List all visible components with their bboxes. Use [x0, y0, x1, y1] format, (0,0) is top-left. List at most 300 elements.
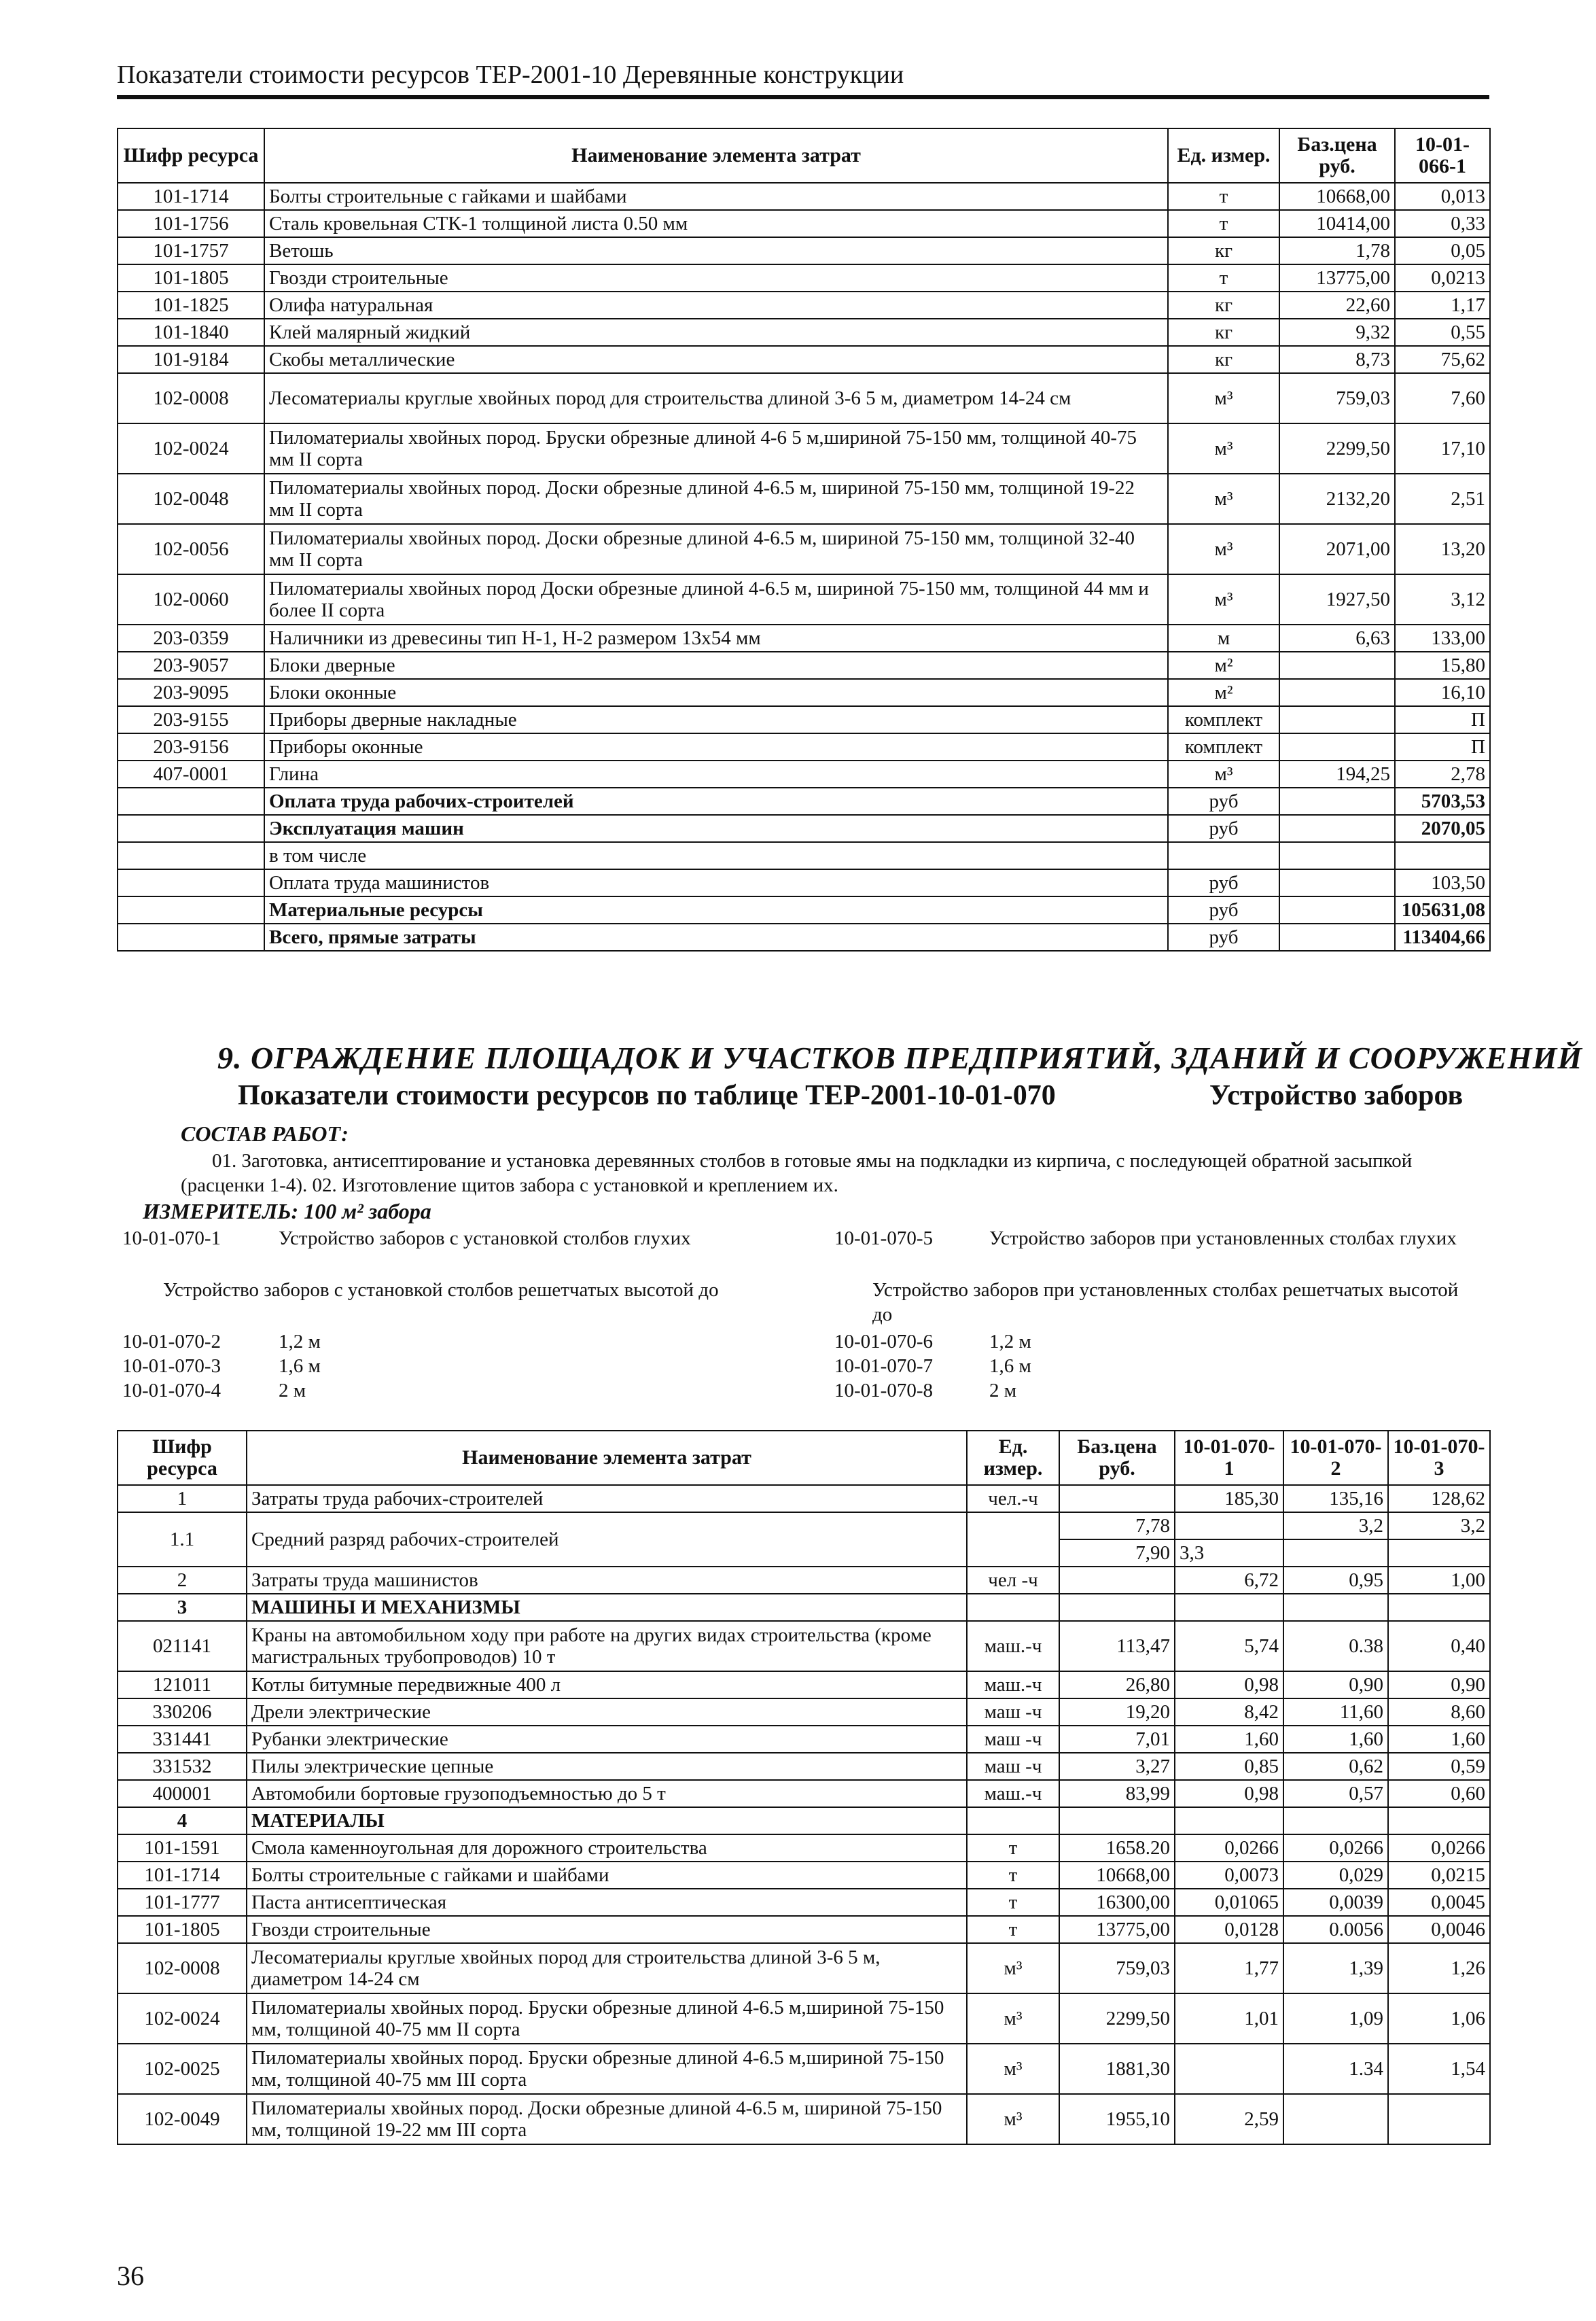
cell-value: 3,2	[1388, 1512, 1490, 1539]
cell-code	[118, 896, 264, 924]
cell-price: 13775,00	[1059, 1916, 1175, 1943]
table-row	[118, 237, 1490, 264]
cell-value: 1,77	[1175, 1943, 1283, 1993]
cell-value: П	[1395, 733, 1490, 761]
cell-code: 331532	[118, 1753, 247, 1780]
cell-price: 2132,20	[1279, 474, 1395, 524]
cell-code: 331441	[118, 1726, 247, 1753]
cell-price: 7,90	[1059, 1539, 1175, 1567]
left-text-1: Устройство заборов с установкой столбов глухих	[279, 1227, 691, 1249]
cell-name: Оплата труда рабочих-строителей	[264, 788, 1168, 815]
cell-value: 0,0266	[1175, 1834, 1283, 1862]
cell-price: 10668,00	[1059, 1862, 1175, 1889]
cell-value: 0,85	[1175, 1753, 1283, 1780]
cell-code: 021141	[118, 1621, 247, 1671]
cell-price: 1955,10	[1059, 2094, 1175, 2144]
cell-value: 0,029	[1283, 1862, 1388, 1889]
cell-value: 133,00	[1395, 625, 1490, 652]
cell-name: Затраты труда машинистов	[247, 1567, 967, 1594]
cell-name: Средний разряд рабочих-строителей	[247, 1512, 967, 1567]
cell-value: 0,33	[1395, 210, 1490, 237]
cell-unit: м	[1168, 625, 1279, 652]
table-row	[118, 2044, 1490, 2094]
cell-unit: маш.-ч	[967, 1621, 1059, 1671]
cell-value: 0,60	[1388, 1780, 1490, 1807]
cell-code: 102-0049	[118, 2094, 247, 2144]
cell-name: Пиломатериалы хвойных пород. Доски обрезные длиной 4-6.5 м, шириной 75-150 мм, толщиной 32-40 мм II сорта	[264, 524, 1168, 574]
table-row	[118, 2094, 1490, 2144]
cell-price: 759,03	[1279, 373, 1395, 423]
left-code-1: 10-01-070-1	[122, 1227, 221, 1249]
right-text-1: Устройство заборов при установленных столбах глухих	[989, 1227, 1457, 1249]
table-row	[118, 761, 1490, 788]
cell-value: 0,98	[1175, 1780, 1283, 1807]
cell-unit: чел -ч	[967, 1567, 1059, 1594]
cell-price: 194,25	[1279, 761, 1395, 788]
left-item-val: 1,6 м	[279, 1355, 321, 1377]
cell-empty	[1059, 1594, 1175, 1621]
cell-value: 0,95	[1283, 1567, 1388, 1594]
right-item-code: 10-01-070-6	[834, 1331, 933, 1353]
cell-name: Эксплуатация машин	[264, 815, 1168, 842]
cell-name: в том числе	[264, 842, 1168, 869]
cell-unit: комплект	[1168, 733, 1279, 761]
table-row	[118, 652, 1490, 679]
cell-value: 0,01065	[1175, 1889, 1283, 1916]
table-row	[118, 319, 1490, 346]
cell-value	[1283, 2094, 1388, 2144]
cell-name: Котлы битумные передвижные 400 л	[247, 1671, 967, 1698]
cell-price	[1279, 896, 1395, 924]
cell-value: 103,50	[1395, 869, 1490, 896]
table-row	[118, 574, 1490, 625]
table-row	[118, 474, 1490, 524]
resources-table-070	[117, 1430, 1491, 2145]
table-row	[118, 1916, 1490, 1943]
cell-value: 128,62	[1388, 1485, 1490, 1512]
cell-name: Лесоматериалы круглые хвойных пород для строительства длиной 3-6 5 м, диаметром 14-24 см	[264, 373, 1168, 423]
cell-value: 185,30	[1175, 1485, 1283, 1512]
right-item-code: 10-01-070-8	[834, 1380, 933, 1401]
cell-unit: м³	[1168, 524, 1279, 574]
cell-name: Оплата труда машинистов	[264, 869, 1168, 896]
right-group-text: Устройство заборов при установленных столбах решетчатых высотой до	[872, 1279, 1459, 1325]
cell-price	[1279, 815, 1395, 842]
cell-price: 2299,50	[1279, 423, 1395, 474]
cell-code: 102-0025	[118, 2044, 247, 2094]
cell-code: 102-0060	[118, 574, 264, 625]
cell-code	[118, 869, 264, 896]
cell-code: 101-1756	[118, 210, 264, 237]
cell-price: 759,03	[1059, 1943, 1175, 1993]
cell-value	[1388, 1539, 1490, 1567]
cell-value: 2,51	[1395, 474, 1490, 524]
section-subtitle-right: Устройство заборов	[1209, 1080, 1464, 1111]
cell-price	[1279, 842, 1395, 869]
cell-unit: м³	[1168, 373, 1279, 423]
cell-value: 0,40	[1388, 1621, 1490, 1671]
cell-code: 203-0359	[118, 625, 264, 652]
cell-code: 203-9155	[118, 706, 264, 733]
section-subtitle: Показатели стоимости ресурсов по таблице ТЕР-2001-10-01-070	[238, 1080, 1056, 1111]
cell-code	[118, 924, 264, 951]
cell-unit: руб	[1168, 815, 1279, 842]
cell-price	[1279, 706, 1395, 733]
table-row	[118, 679, 1490, 706]
cell-unit: кг	[1168, 346, 1279, 373]
cell-price	[1059, 1567, 1175, 1594]
cell-empty	[967, 1594, 1059, 1621]
cell-code: 2	[118, 1567, 247, 1594]
cell-unit: кг	[1168, 319, 1279, 346]
cell-name: Приборы оконные	[264, 733, 1168, 761]
cell-section-heading: МАШИНЫ И МЕХАНИЗМЫ	[247, 1594, 967, 1621]
cell-unit: м³	[967, 2044, 1059, 2094]
cell-code: 203-9156	[118, 733, 264, 761]
summary-row	[118, 896, 1490, 924]
col-price: Баз.цена руб.	[1279, 128, 1395, 183]
cell-unit: т	[967, 1834, 1059, 1862]
cell-value: 0,98	[1175, 1671, 1283, 1698]
cell-price	[1059, 1485, 1175, 1512]
table-row	[118, 1943, 1490, 1993]
left-item-code: 10-01-070-3	[122, 1355, 221, 1377]
cell-value: 1,17	[1395, 292, 1490, 319]
table-row	[118, 210, 1490, 237]
table-row	[118, 1753, 1490, 1780]
cell-name: Пиломатериалы хвойных пород. Бруски обрезные длиной 4-6.5 м,шириной 75-150 мм, толщиной 40-75 мм II сорта	[247, 1993, 967, 2044]
cell-price	[1279, 788, 1395, 815]
cell-code: 101-1777	[118, 1889, 247, 1916]
cell-value: 0,05	[1395, 237, 1490, 264]
cell-name: Рубанки электрические	[247, 1726, 967, 1753]
cell-value: 1,60	[1388, 1726, 1490, 1753]
table-row	[118, 1621, 1490, 1671]
cell-price: 1658.20	[1059, 1834, 1175, 1862]
cell-unit: т	[1168, 264, 1279, 292]
cell-unit: кг	[1168, 292, 1279, 319]
cell-price: 22,60	[1279, 292, 1395, 319]
cell-value	[1175, 1512, 1283, 1539]
cell-value: 1,09	[1283, 1993, 1388, 2044]
left-group-text: Устройство заборов с установкой столбов решетчатых высотой до	[163, 1279, 719, 1301]
cell-price: 113,47	[1059, 1621, 1175, 1671]
cell-value: 1.34	[1283, 2044, 1388, 2094]
cell-price: 10668,00	[1279, 183, 1395, 210]
cell-unit: м³	[967, 2094, 1059, 2144]
cell-price: 9,32	[1279, 319, 1395, 346]
cell-code: 102-0056	[118, 524, 264, 574]
cell-name: Пиломатериалы хвойных пород. Бруски обрезные длиной 4-6.5 м,шириной 75-150 мм, толщиной 40-75 мм III сорта	[247, 2044, 967, 2094]
cell-value: 15,80	[1395, 652, 1490, 679]
cell-code: 101-1591	[118, 1834, 247, 1862]
left-item-code: 10-01-070-4	[122, 1380, 221, 1401]
cell-code: 101-1714	[118, 1862, 247, 1889]
summary-row	[118, 924, 1490, 951]
cell-code: 102-0008	[118, 373, 264, 423]
cell-unit: маш -ч	[967, 1726, 1059, 1753]
cell-value: 1,26	[1388, 1943, 1490, 1993]
cell-unit: маш.-ч	[967, 1671, 1059, 1698]
cell-unit: маш.-ч	[967, 1780, 1059, 1807]
cell-value: 0,0046	[1388, 1916, 1490, 1943]
cell-price: 7,01	[1059, 1726, 1175, 1753]
cell-value: 1,54	[1388, 2044, 1490, 2094]
cell-name: Смола каменноугольная для дорожного строительства	[247, 1834, 967, 1862]
table-row	[118, 423, 1490, 474]
cell-value: 6,72	[1175, 1567, 1283, 1594]
cell-name: Автомобили бортовые грузоподъемностью до 5 т	[247, 1780, 967, 1807]
cell-code: 4	[118, 1807, 247, 1834]
cell-code: 101-1805	[118, 264, 264, 292]
cell-unit: т	[1168, 210, 1279, 237]
cell-value: 0,59	[1388, 1753, 1490, 1780]
cell-unit: т	[967, 1916, 1059, 1943]
section-title: 9. ОГРАЖДЕНИЕ ПЛОЩАДОК И УЧАСТКОВ ПРЕДПРИЯТИЙ, ЗДАНИЙ И СООРУЖЕНИЙ	[217, 1041, 1583, 1075]
cell-value: 0,0039	[1283, 1889, 1388, 1916]
table-row	[118, 1698, 1490, 1726]
col-066-1: 10-01-066-1	[1395, 128, 1490, 183]
cell-name: Паста антисептическая	[247, 1889, 967, 1916]
cell-name: Наличники из древесины тип Н-1, Н-2 размером 13х54 мм	[264, 625, 1168, 652]
cell-name: Лесоматериалы круглые хвойных пород для строительства длиной 3-6 5 м, диаметром 14-24 см	[247, 1943, 967, 1993]
cell-code	[118, 788, 264, 815]
cell-value: 0,0266	[1283, 1834, 1388, 1862]
table-row	[118, 1485, 1490, 1512]
cell-empty	[1388, 1594, 1490, 1621]
table-row	[118, 264, 1490, 292]
table-row	[118, 1726, 1490, 1753]
cell-section-heading: МАТЕРИАЛЫ	[247, 1807, 967, 1834]
cell-unit: м³	[967, 1943, 1059, 1993]
cell-name: Пиломатериалы хвойных пород. Доски обрезные длиной 4-6.5 м, шириной 75-150 мм, толщиной 19-22 мм II сорта	[264, 474, 1168, 524]
cell-value: 0,90	[1388, 1671, 1490, 1698]
cell-name: Гвозди строительные	[247, 1916, 967, 1943]
cell-price: 1881,30	[1059, 2044, 1175, 2094]
cell-value: 0,0045	[1388, 1889, 1490, 1916]
cell-price: 10414,00	[1279, 210, 1395, 237]
cell-value: 1,60	[1283, 1726, 1388, 1753]
right-item-code: 10-01-070-7	[834, 1355, 933, 1377]
cell-value	[1283, 1539, 1388, 1567]
col-name: Наименование элемента затрат	[247, 1431, 967, 1485]
col-070-2: 10-01-070-2	[1283, 1431, 1388, 1485]
cell-value: 16,10	[1395, 679, 1490, 706]
table-row	[118, 733, 1490, 761]
col-name: Наименование элемента затрат	[264, 128, 1168, 183]
cell-value: 113404,66	[1395, 924, 1490, 951]
cell-value: 17,10	[1395, 423, 1490, 474]
cell-value: 8,42	[1175, 1698, 1283, 1726]
cell-name: Пиломатериалы хвойных пород Доски обрезные длиной 4-6.5 м, шириной 75-150 мм, толщиной 44 мм и более II сорта	[264, 574, 1168, 625]
cell-name: Дрели электрические	[247, 1698, 967, 1726]
cell-unit: т	[967, 1862, 1059, 1889]
cell-code: 101-1805	[118, 1916, 247, 1943]
cell-value: 0,0266	[1388, 1834, 1490, 1862]
cell-value: 2,78	[1395, 761, 1490, 788]
summary-row	[118, 815, 1490, 842]
composition-text: 01. Заготовка, антисептирование и установка деревянных столбов в готовые ямы на подкладки из кирпича, с последующей обратной засыпкой (расценки 1-4). 02. Изготовление щитов забора с установкой и креплением их.	[181, 1150, 1413, 1196]
cell-value: 0,013	[1395, 183, 1490, 210]
cell-name: Гвозди строительные	[264, 264, 1168, 292]
cell-unit: руб	[1168, 869, 1279, 896]
cell-unit: м³	[1168, 761, 1279, 788]
table-row	[118, 625, 1490, 652]
cell-code: 102-0048	[118, 474, 264, 524]
table-row	[118, 1780, 1490, 1807]
cell-name: Клей малярный жидкий	[264, 319, 1168, 346]
composition-label: СОСТАВ РАБОТ:	[181, 1121, 349, 1146]
cell-code: 3	[118, 1594, 247, 1621]
cell-price	[1279, 652, 1395, 679]
cell-value: 135,16	[1283, 1485, 1388, 1512]
cell-unit: руб	[1168, 924, 1279, 951]
cell-unit: т	[967, 1889, 1059, 1916]
cell-value: 2,59	[1175, 2094, 1283, 2144]
cell-value: 0,0073	[1175, 1862, 1283, 1889]
table-row	[118, 1834, 1490, 1862]
cell-code: 1.1	[118, 1512, 247, 1567]
col-070-1: 10-01-070-1	[1175, 1431, 1283, 1485]
cell-unit: м³	[1168, 474, 1279, 524]
table-row	[118, 346, 1490, 373]
cell-value: 5703,53	[1395, 788, 1490, 815]
cell-value: 0,62	[1283, 1753, 1388, 1780]
summary-row	[118, 869, 1490, 896]
cell-code: 101-1714	[118, 183, 264, 210]
cell-value: 1,01	[1175, 1993, 1283, 2044]
cell-empty	[1059, 1807, 1175, 1834]
cell-value: 3,3	[1175, 1539, 1283, 1567]
cell-value: 0,0215	[1388, 1862, 1490, 1889]
cell-name: Глина	[264, 761, 1168, 788]
cell-code: 101-1840	[118, 319, 264, 346]
cell-name: Сталь кровельная СТК-1 толщиной листа 0.50 мм	[264, 210, 1168, 237]
table-row	[118, 1993, 1490, 2044]
cell-value: 105631,08	[1395, 896, 1490, 924]
cell-value: 0,90	[1283, 1671, 1388, 1698]
cell-value: 2070,05	[1395, 815, 1490, 842]
cell-name: Олифа натуральная	[264, 292, 1168, 319]
cell-empty	[967, 1807, 1059, 1834]
cell-value: 1,06	[1388, 1993, 1490, 2044]
cell-unit: кг	[1168, 237, 1279, 264]
cell-price: 26,80	[1059, 1671, 1175, 1698]
cell-name: Всего, прямые затраты	[264, 924, 1168, 951]
cell-price: 2071,00	[1279, 524, 1395, 574]
rank-row	[118, 1512, 1490, 1539]
cell-name: Пилы электрические цепные	[247, 1753, 967, 1780]
cell-unit: м²	[1168, 679, 1279, 706]
table-row	[118, 1671, 1490, 1698]
cell-price	[1279, 733, 1395, 761]
cell-price: 3,27	[1059, 1753, 1175, 1780]
col-price: Баз.цена руб.	[1059, 1431, 1175, 1485]
cell-value: 11,60	[1283, 1698, 1388, 1726]
cell-price: 1,78	[1279, 237, 1395, 264]
left-item-val: 1,2 м	[279, 1331, 321, 1353]
cell-value: 0,57	[1283, 1780, 1388, 1807]
cell-code: 102-0008	[118, 1943, 247, 1993]
cell-price	[1279, 869, 1395, 896]
cell-code: 121011	[118, 1671, 247, 1698]
cell-unit	[967, 1512, 1059, 1567]
table-row	[118, 183, 1490, 210]
table-row	[118, 1889, 1490, 1916]
page-number: 36	[117, 2261, 144, 2291]
cell-unit: маш -ч	[967, 1753, 1059, 1780]
cell-code: 102-0024	[118, 423, 264, 474]
cell-code: 101-1825	[118, 292, 264, 319]
cell-empty	[1388, 1807, 1490, 1834]
cell-name: Затраты труда рабочих-строителей	[247, 1485, 967, 1512]
cell-price: 7,78	[1059, 1512, 1175, 1539]
cell-empty	[1283, 1594, 1388, 1621]
cell-price: 2299,50	[1059, 1993, 1175, 2044]
table-row	[118, 1862, 1490, 1889]
cell-value: 13,20	[1395, 524, 1490, 574]
cell-value: 3,2	[1283, 1512, 1388, 1539]
cell-empty	[1175, 1594, 1283, 1621]
cell-price: 6,63	[1279, 625, 1395, 652]
cell-name: Пиломатериалы хвойных пород. Доски обрезные длиной 4-6.5 м, шириной 75-150 мм, толщиной 19-22 мм III сорта	[247, 2094, 967, 2144]
right-item-val: 1,6 м	[989, 1355, 1031, 1377]
col-code: Шифр ресурса	[118, 128, 264, 183]
cell-code: 1	[118, 1485, 247, 1512]
cell-value: 0.38	[1283, 1621, 1388, 1671]
right-code-1: 10-01-070-5	[834, 1227, 933, 1249]
cell-unit: т	[1168, 183, 1279, 210]
table-row	[118, 373, 1490, 423]
cell-price	[1279, 924, 1395, 951]
cell-unit: комплект	[1168, 706, 1279, 733]
cell-unit: м³	[1168, 574, 1279, 625]
cell-value: 3,12	[1395, 574, 1490, 625]
right-item-val: 1,2 м	[989, 1331, 1031, 1353]
cell-value: 7,60	[1395, 373, 1490, 423]
cell-unit: м²	[1168, 652, 1279, 679]
cell-value: 0.0056	[1283, 1916, 1388, 1943]
cell-name: Скобы металлические	[264, 346, 1168, 373]
cell-unit	[1168, 842, 1279, 869]
cell-price: 1927,50	[1279, 574, 1395, 625]
cell-price: 8,73	[1279, 346, 1395, 373]
cell-code	[118, 815, 264, 842]
table-row	[118, 1807, 1490, 1834]
cell-price: 13775,00	[1279, 264, 1395, 292]
table-row	[118, 292, 1490, 319]
col-code: Шифр ресурса	[118, 1431, 247, 1485]
cell-code: 203-9057	[118, 652, 264, 679]
resources-table-066	[117, 128, 1491, 952]
table-row	[118, 706, 1490, 733]
cell-name: Болты строительные с гайками и шайбами	[264, 183, 1168, 210]
cell-code: 407-0001	[118, 761, 264, 788]
cell-value: 8,60	[1388, 1698, 1490, 1726]
table-row	[118, 1594, 1490, 1621]
cell-code: 203-9095	[118, 679, 264, 706]
cell-price: 83,99	[1059, 1780, 1175, 1807]
cell-name: Ветошь	[264, 237, 1168, 264]
left-item-val: 2 м	[279, 1380, 306, 1401]
cell-value	[1388, 2094, 1490, 2144]
cell-price: 16300,00	[1059, 1889, 1175, 1916]
header-rule	[117, 95, 1489, 99]
cell-value: 5,74	[1175, 1621, 1283, 1671]
cell-name: Пиломатериалы хвойных пород. Бруски обрезные длиной 4-6 5 м,шириной 75-150 мм, толщиной 40-75 мм II сорта	[264, 423, 1168, 474]
cell-price: 19,20	[1059, 1698, 1175, 1726]
cell-code: 101-9184	[118, 346, 264, 373]
